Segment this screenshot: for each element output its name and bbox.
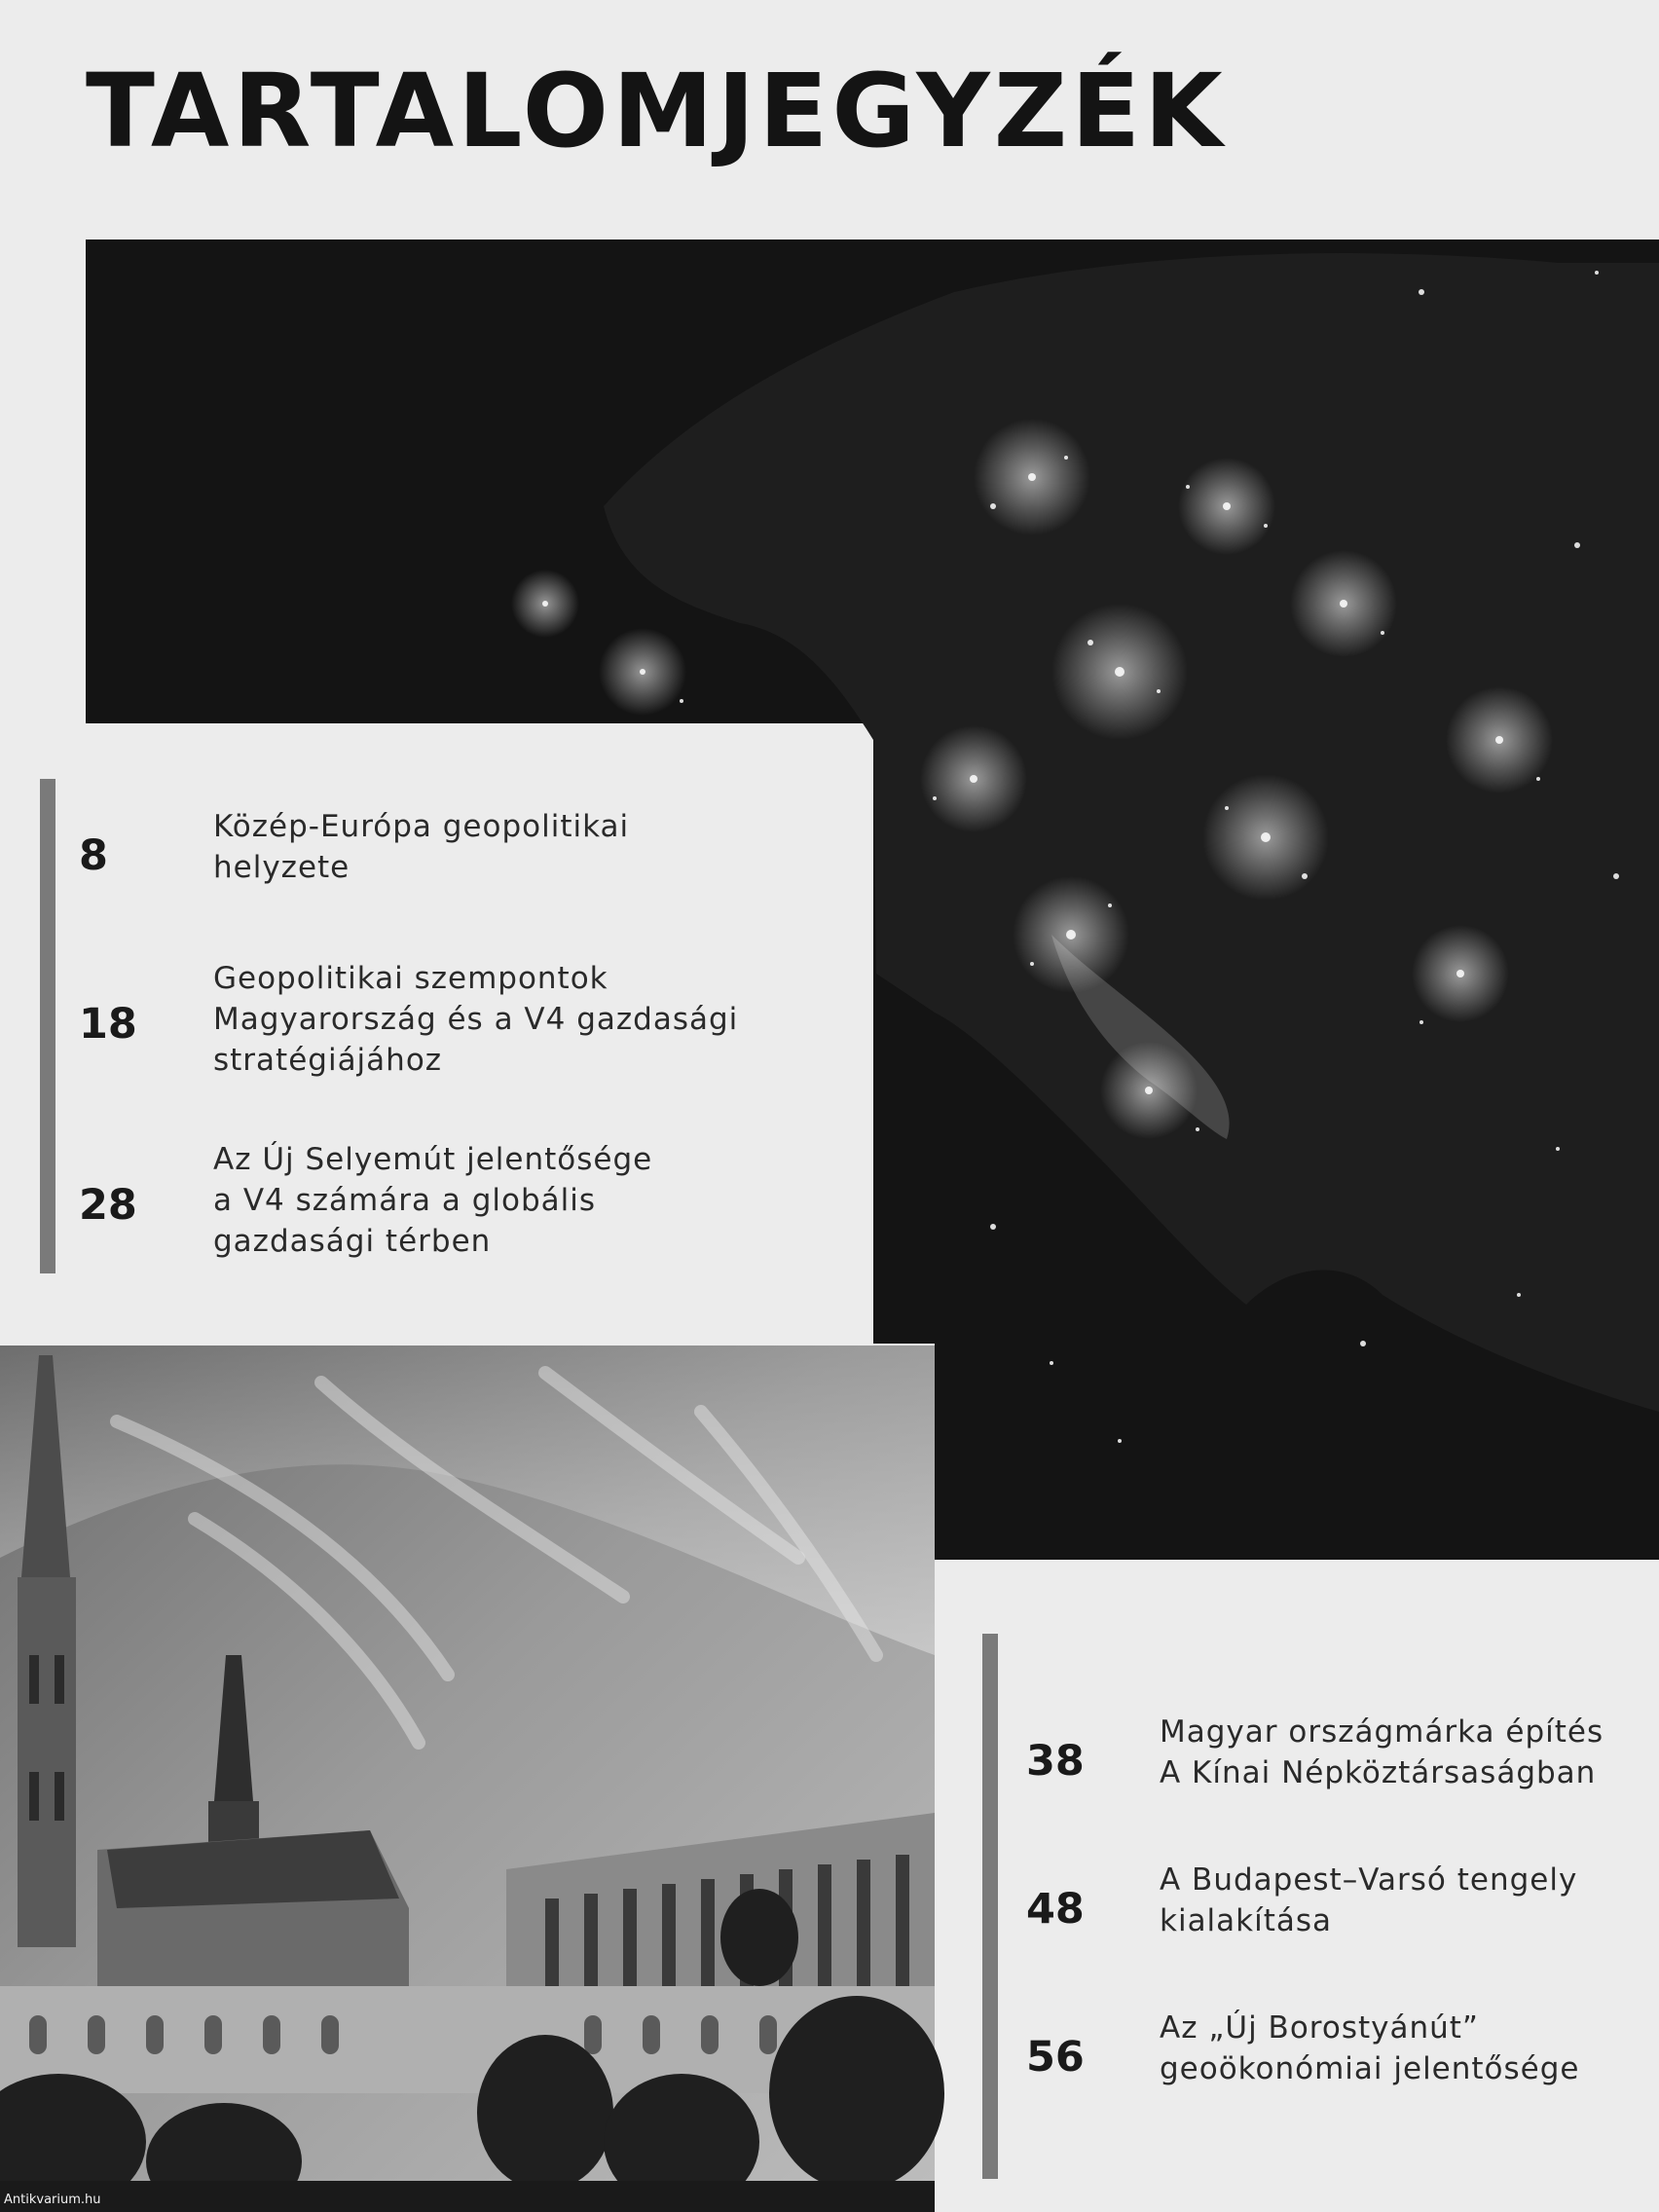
toc-upper-accent-bar	[40, 779, 55, 1273]
toc-entry-title: Magyar országmárka építés A Kínai Népköztársaságban	[1160, 1714, 1604, 1790]
toc-lower-accent-bar	[982, 1634, 998, 2179]
toc-entry-title: Geopolitikai szempontok Magyarország és a V4 gazdasági stratégiájához	[213, 961, 739, 1078]
toc-upper-block	[40, 779, 858, 1273]
watermark: Antikvarium.hu	[4, 2193, 101, 2207]
toc-page-number: 48	[1026, 1885, 1085, 1934]
toc-entry-title: Az „Új Borostyánút” geoökonómiai jelentősége	[1160, 2010, 1580, 2086]
toc-entry-title: Közép-Európa geopolitikai helyzete	[213, 809, 630, 885]
toc-page-number: 56	[1026, 2033, 1085, 2082]
toc-page-number: 38	[1026, 1737, 1085, 1786]
toc-entry-title: Az Új Selyemút jelentősége a V4 számára a globális gazdasági térben	[213, 1142, 653, 1259]
toc-entry-title: A Budapest–Varsó tengely kialakítása	[1160, 1862, 1578, 1938]
toc-lower-block	[982, 1634, 1654, 2179]
toc-page-number: 28	[79, 1181, 137, 1230]
toc-page-number: 18	[79, 1000, 137, 1049]
page-title: TARTALOMJEGYZÉK	[86, 52, 1227, 170]
toc-page-number: 8	[79, 831, 108, 880]
